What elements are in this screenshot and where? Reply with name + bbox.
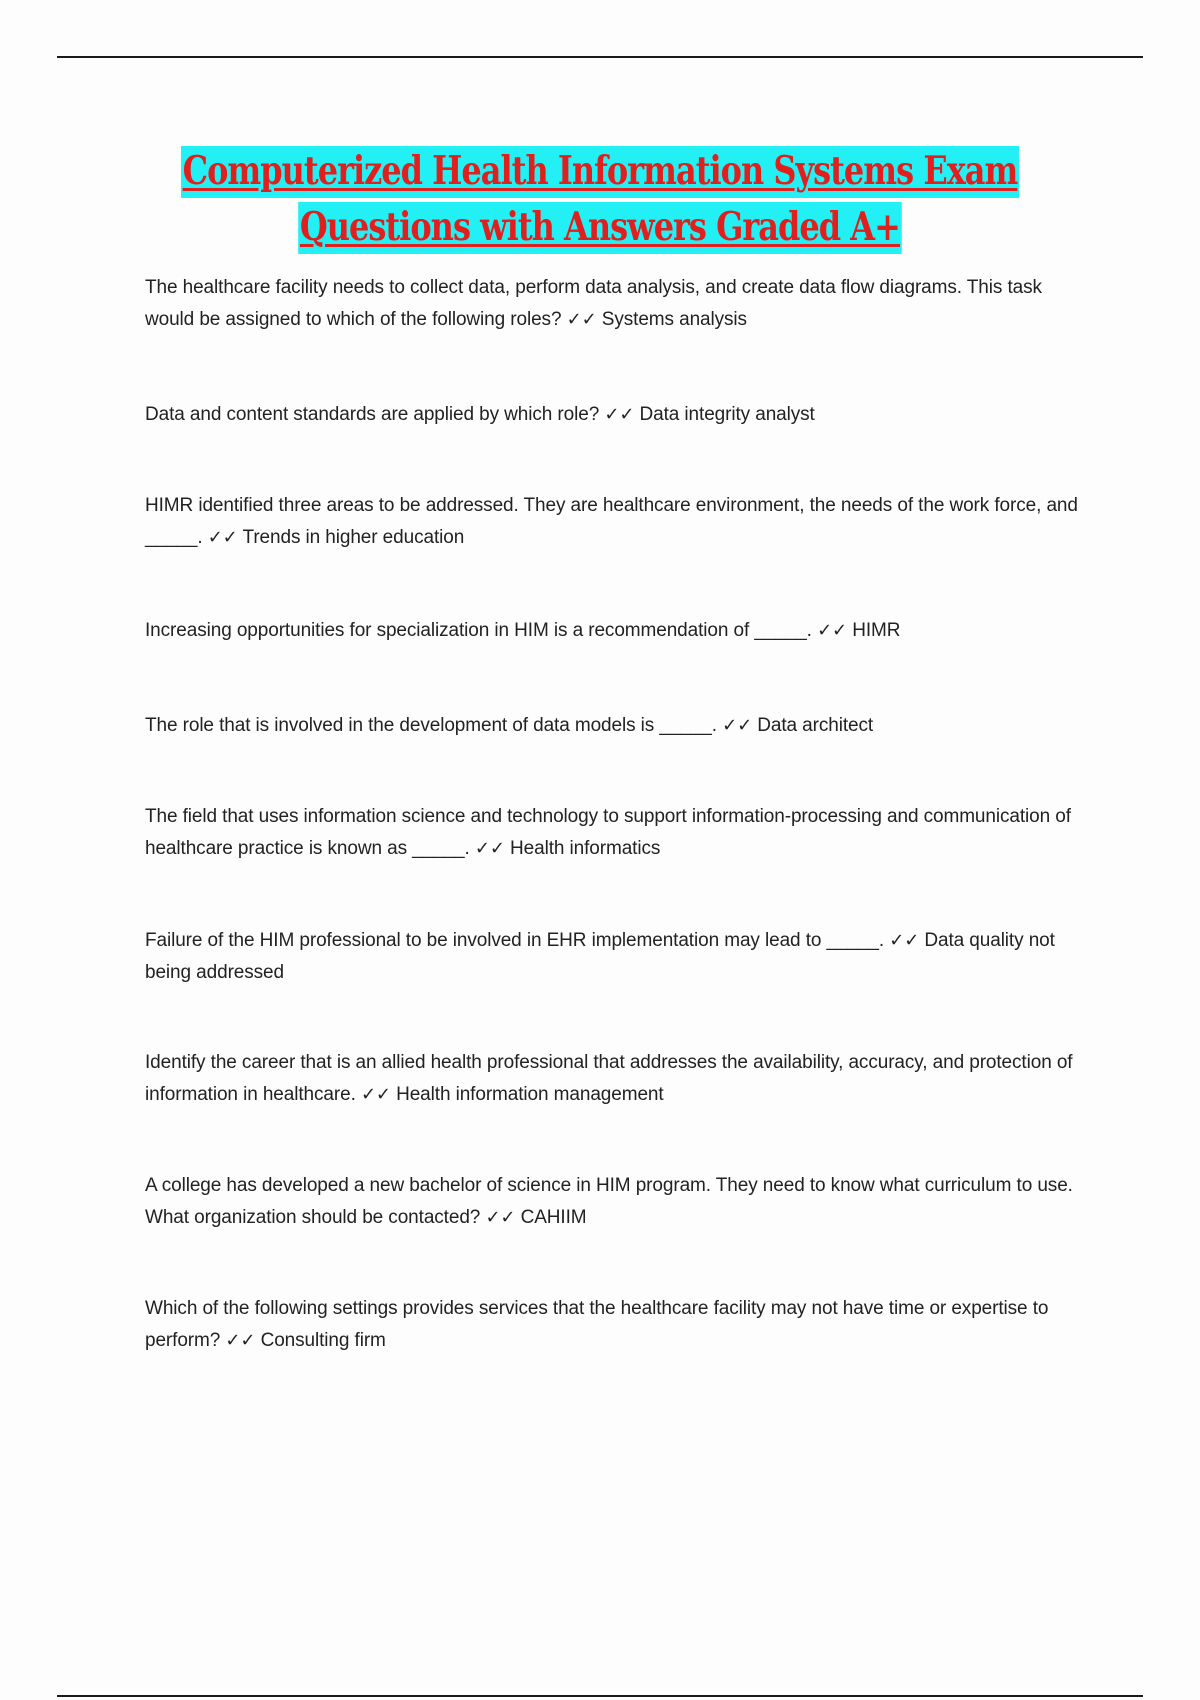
- check-icon: ✓✓: [225, 1330, 256, 1351]
- question-text: Increasing opportunities for specialization in HIM is a recommendation of _____.: [145, 620, 812, 641]
- answer-text: Data quality not being addressed: [145, 930, 1055, 983]
- answer-text: Health informatics: [510, 838, 661, 859]
- check-icon: ✓✓: [566, 309, 597, 330]
- qa-item-9: [145, 1170, 1095, 1234]
- document-title: [0, 146, 1200, 254]
- answer-text: Trends in higher education: [242, 527, 465, 548]
- answer-text: Data integrity analyst: [639, 404, 815, 425]
- qa-item-2: [145, 399, 1095, 431]
- question-text: The healthcare facility needs to collect data, perform data analysis, and create data flow diagrams. This task would be assigned to which of the following roles?: [145, 277, 1042, 330]
- question-text: Failure of the HIM professional to be involved in EHR implementation may lead to _____.: [145, 930, 885, 951]
- answer-text: Health information management: [396, 1084, 664, 1105]
- check-icon: ✓✓: [474, 838, 505, 859]
- answer-text: Consulting firm: [260, 1330, 386, 1351]
- title-line-2: Questions with Answers Graded A+: [298, 202, 901, 254]
- question-text: The role that is involved in the development of data models is _____.: [145, 715, 717, 736]
- qa-item-10: [145, 1293, 1095, 1357]
- top-divider: [57, 56, 1143, 58]
- check-icon: ✓✓: [722, 715, 753, 736]
- qa-item-3: [145, 490, 1095, 554]
- check-icon: ✓✓: [207, 527, 238, 548]
- question-text: Which of the following settings provides services that the healthcare facility may not have time or expertise to perform?: [145, 1298, 1049, 1351]
- question-text: The field that uses information science and technology to support information-processing and communication of healthcare practice is known as _____.: [145, 806, 1071, 859]
- answer-text: Data architect: [757, 715, 874, 736]
- qa-item-7: [145, 925, 1095, 989]
- question-text: A college has developed a new bachelor of science in HIM program. They need to know what curriculum to use. What organization should be contacted?: [145, 1175, 1073, 1228]
- qa-item-5: [145, 710, 1095, 742]
- check-icon: ✓✓: [360, 1084, 391, 1105]
- check-icon: ✓✓: [889, 930, 920, 951]
- question-text: Identify the career that is an allied health professional that addresses the availability, accuracy, and protection of information in healthcare.: [145, 1052, 1073, 1105]
- check-icon: ✓✓: [485, 1207, 516, 1228]
- answer-text: CAHIIM: [520, 1207, 587, 1228]
- title-line-1: Computerized Health Information Systems Exam: [181, 146, 1019, 198]
- qa-item-1: [145, 272, 1095, 336]
- qa-item-8: [145, 1047, 1095, 1111]
- qa-item-6: [145, 801, 1095, 865]
- check-icon: ✓✓: [817, 620, 848, 641]
- check-icon: ✓✓: [604, 404, 635, 425]
- question-text: Data and content standards are applied by which role?: [145, 404, 600, 425]
- answer-text: HIMR: [852, 620, 901, 641]
- qa-item-4: [145, 615, 1095, 647]
- bottom-divider: [57, 1695, 1143, 1697]
- question-text: HIMR identified three areas to be addressed. They are healthcare environment, the needs of the work force, and _____.: [145, 495, 1078, 548]
- answer-text: Systems analysis: [601, 309, 747, 330]
